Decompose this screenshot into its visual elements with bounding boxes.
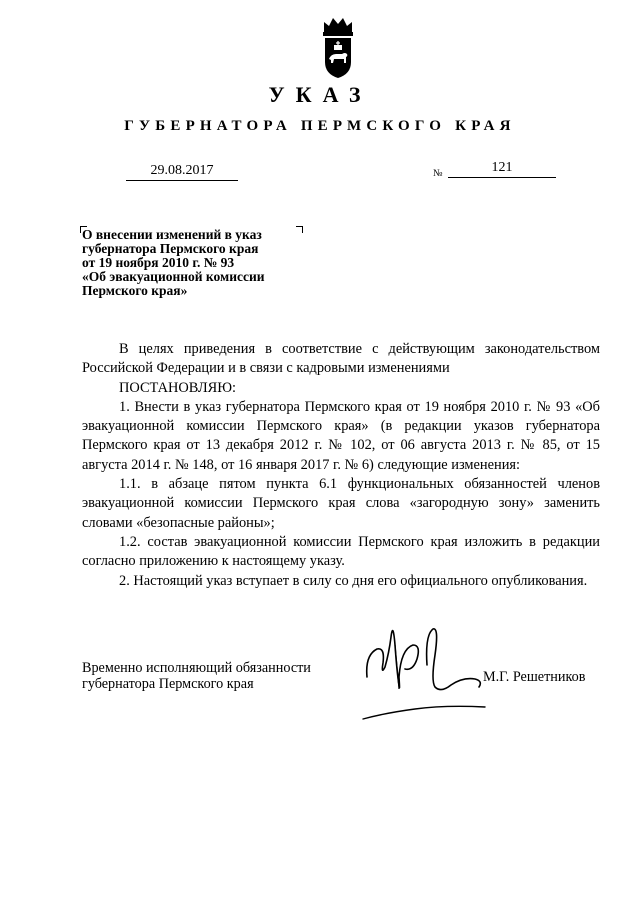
subject-line: от 19 ноября 2010 г. № 93 (82, 255, 235, 270)
number-sign: № (433, 168, 443, 179)
signatory-name: М.Г. Решетников (483, 669, 586, 685)
clause-1-1: 1.1. в абзаце пятом пункта 6.1 функциональных обязанностей членов эвакуационной комиссии Пермского края слова «загородную зону» заменить словами «безопасные районы»; (82, 476, 600, 531)
subject-line: губернатора Пермского края (82, 241, 259, 256)
handwritten-signature-icon (355, 615, 495, 725)
subject-line: Пермского края» (82, 283, 188, 298)
number-underline (448, 177, 556, 178)
document-title: УКАЗ (268, 82, 372, 107)
coat-of-arms-icon (318, 12, 358, 82)
document-date: 29.08.2017 (150, 163, 214, 178)
date-underline (126, 180, 238, 181)
clause-2: 2. Настоящий указ вступает в силу со дня его официального опубликования. (119, 572, 588, 589)
preamble-paragraph: В целях приведения в соответствие с действующим законодательством Российской Федерации и в связи с кадровыми изменениями (82, 341, 600, 377)
document-subtitle: ГУБЕРНАТОРА ПЕРМСКОГО КРАЯ (124, 118, 516, 134)
document-subject (82, 228, 302, 298)
clause-1-2: 1.2. состав эвакуационной комиссии Пермского края изложить в редакции согласно приложению к настоящему указу. (82, 533, 600, 570)
signatory-position-line: Временно исполняющий обязанности (82, 660, 311, 676)
document-number: 121 (491, 160, 513, 175)
signatory-position (82, 660, 311, 692)
subject-line: О внесении изменений в указ (82, 227, 262, 242)
resolution-keyword: ПОСТАНОВЛЯЮ: (119, 379, 237, 396)
subject-line: «Об эвакуационной комиссии (82, 269, 265, 284)
document-body (82, 340, 600, 591)
clause-1: 1. Внести в указ губернатора Пермского края от 19 ноября 2010 г. № 93 «Об эвакуационной комиссии Пермского края» (в редакции указов губернатора Пермского края от 13 декабря 2012 г. № 102, от 06 августа 2013 г. № 85, от 15 августа 2014 г. № 148, от 16 января 2017 г. № 6) следующие изменения: (82, 398, 600, 473)
signatory-position-line: губернатора Пермского края (82, 676, 254, 692)
